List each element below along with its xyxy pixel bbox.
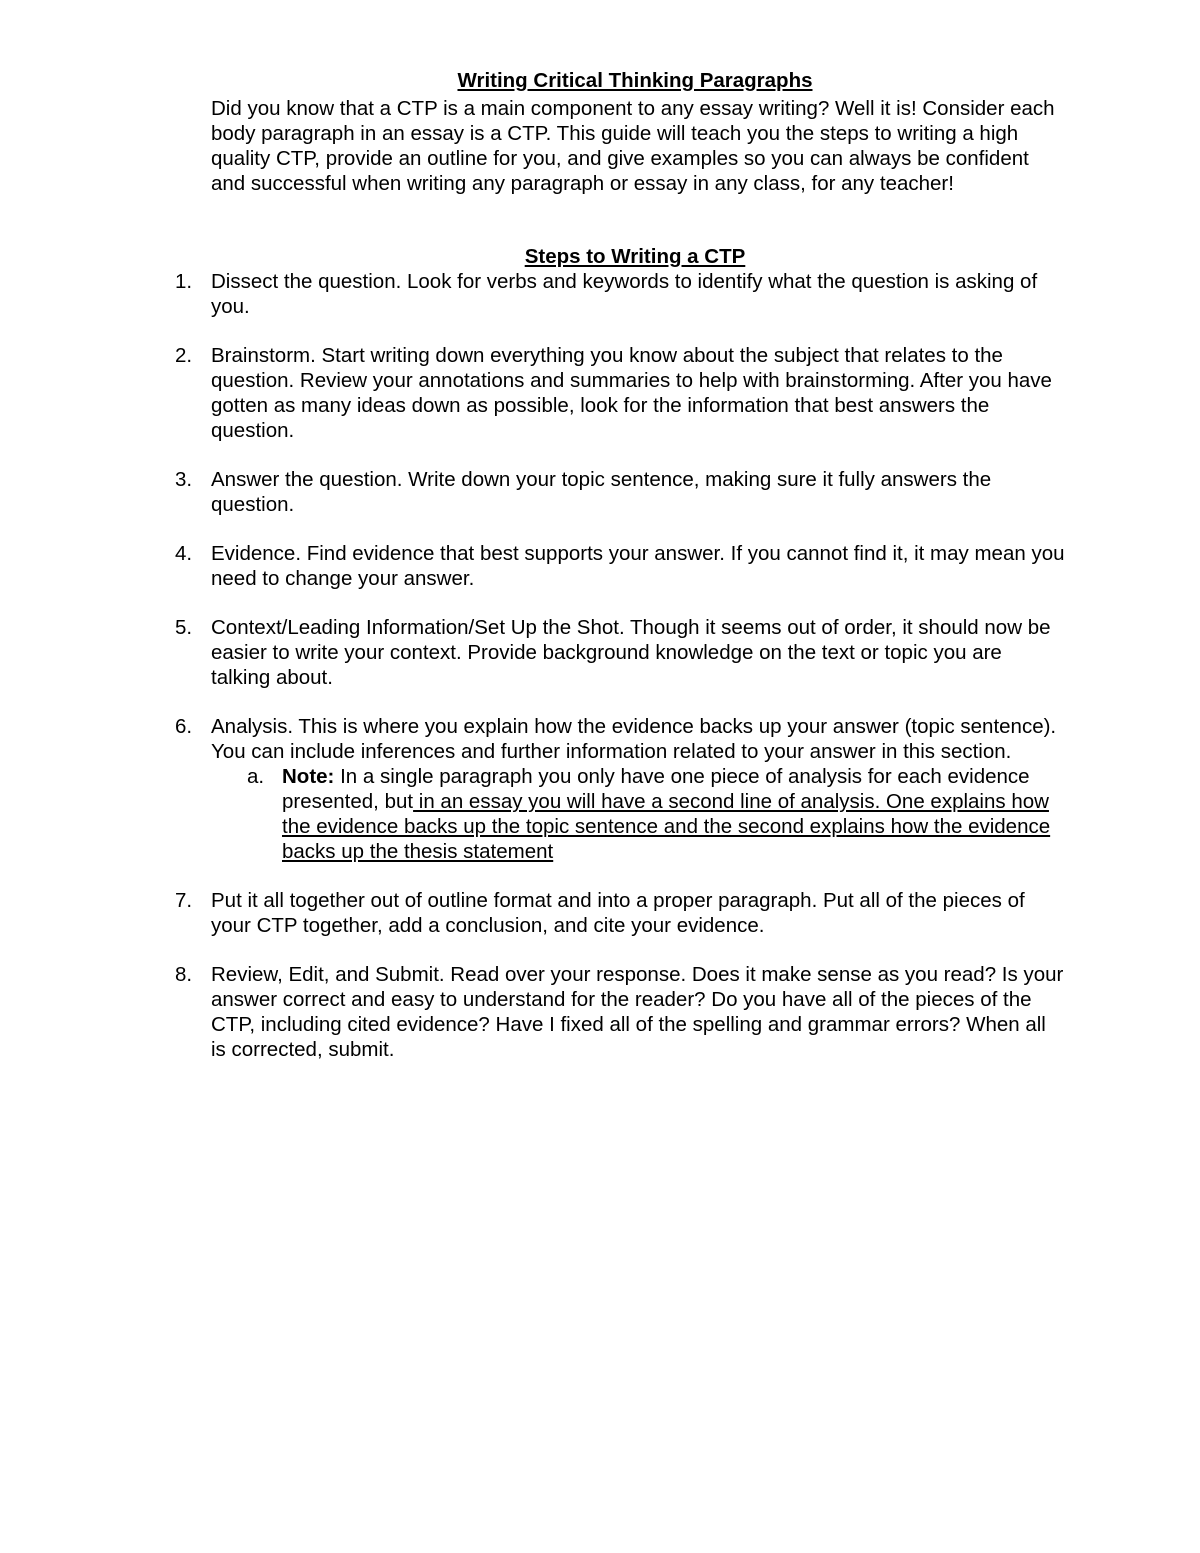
step-text: Analysis. This is where you explain how the evidence backs up your answer (topic sentence). You can include inferences and further information related to your answer in this section. (211, 715, 1057, 763)
step-item (175, 343, 1066, 443)
step-text: Evidence. Find evidence that best supports your answer. If you cannot find it, it may mean you need to change your answer. (211, 542, 1065, 590)
steps-list (0, 269, 1200, 1062)
substeps-list (211, 764, 1066, 864)
intro-paragraph: Did you know that a CTP is a main component to any essay writing? Well it is! Consider each body paragraph in an essay is a CTP. This guide will teach you the steps to writing a high quality CTP, provide an outline for you, and give examples so you can always be confident and successful when writing any paragraph or essay in any class, for any teacher! (211, 97, 1055, 195)
document-title: Writing Critical Thinking Paragraphs (457, 69, 813, 92)
step-number: 5. (175, 616, 193, 639)
step-number: 7. (175, 889, 193, 912)
step-number: 4. (175, 542, 193, 565)
step-text: Review, Edit, and Submit. Read over your response. Does it make sense as you read? Is your answer correct and easy to understand for the reader? Do you have all of the pieces of the CTP, including cited evidence? Have I fixed all of the spelling and grammar errors? When all is corrected, submit. (211, 963, 1064, 1061)
note-underlined-text: in an essay you will have a second line of analysis. One explains how the evidence backs up the topic sentence and the second explains how the evidence backs up the thesis statement (282, 790, 1051, 863)
steps-heading: Steps to Writing a CTP (524, 245, 746, 268)
step-item (175, 714, 1066, 864)
step-number: 3. (175, 468, 193, 491)
document-body (0, 68, 1200, 1086)
step-item (175, 467, 1066, 517)
step-text: Dissect the question. Look for verbs and keywords to identify what the question is asking of you. (211, 270, 1038, 318)
step-item (175, 541, 1066, 591)
step-item (175, 615, 1066, 690)
step-number: 1. (175, 270, 193, 293)
step-text: Put it all together out of outline format and into a proper paragraph. Put all of the pieces of your CTP together, add a conclusion, and cite your evidence. (211, 889, 1025, 937)
step-item (175, 962, 1066, 1062)
step-text: Brainstorm. Start writing down everything you know about the subject that relates to the question. Review your annotations and summaries to help with brainstorming. After you have gotten as many ideas down as possible, look for the information that best answers the question. (211, 344, 1052, 442)
step-text: Context/Leading Information/Set Up the Shot. Though it seems out of order, it should now be easier to write your context. Provide background knowledge on the text or topic you are talking about. (211, 616, 1051, 689)
substep-item (247, 764, 1062, 864)
step-item (175, 888, 1066, 938)
substep-letter: a. (247, 765, 265, 788)
note-label: Note: (282, 765, 335, 788)
note-text: In a single paragraph you only have one piece of analysis for each evidence presented, but (282, 765, 1030, 813)
step-number: 6. (175, 715, 193, 738)
step-item (175, 269, 1066, 319)
step-number: 8. (175, 963, 193, 986)
step-number: 2. (175, 344, 193, 367)
step-text: Answer the question. Write down your topic sentence, making sure it fully answers the question. (211, 468, 992, 516)
